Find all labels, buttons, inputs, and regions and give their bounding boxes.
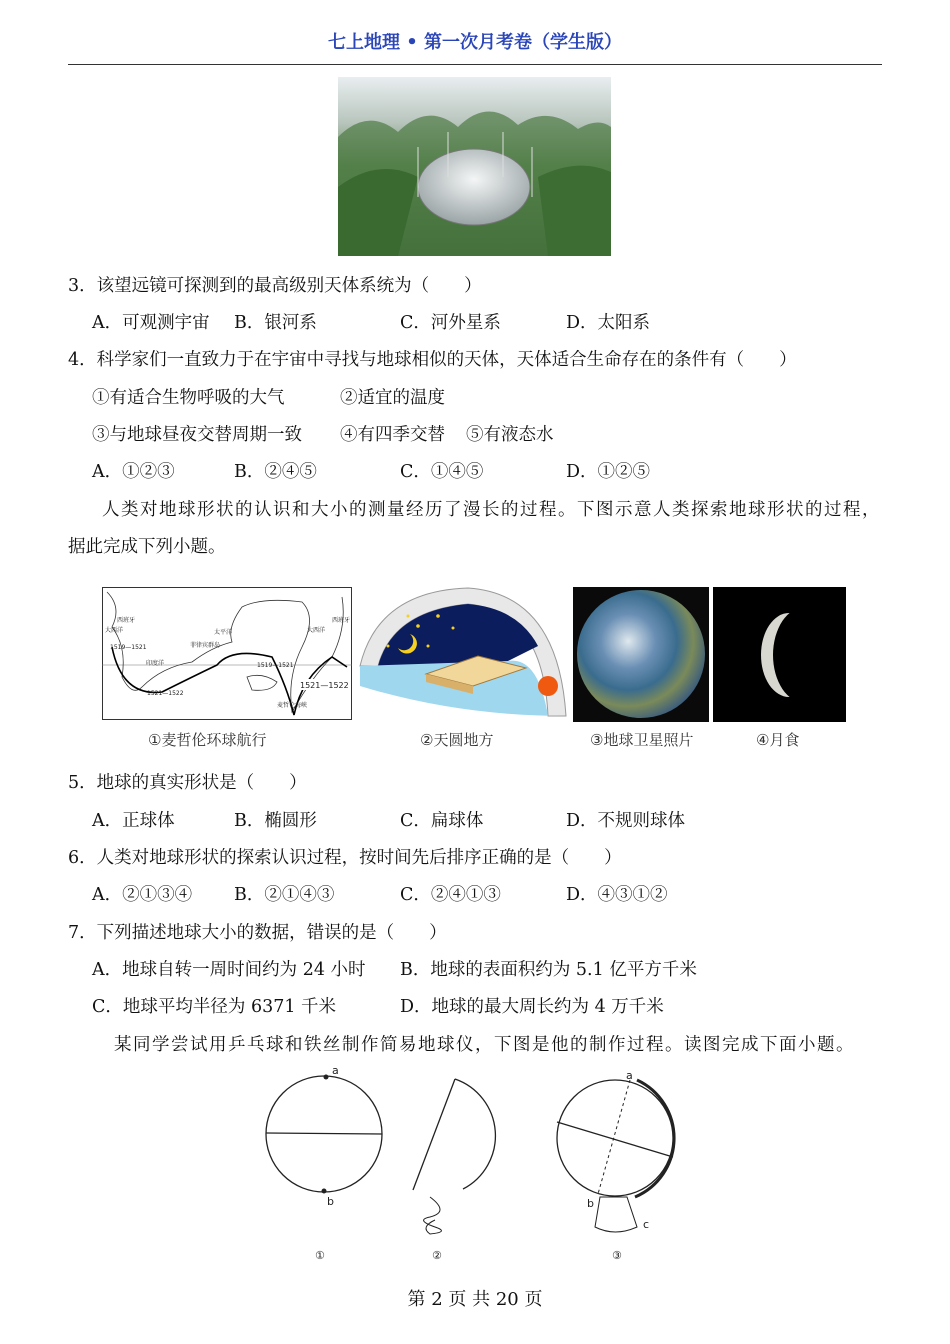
caption-magellan: ①麦哲伦环球航行 [148,731,267,749]
q4-option-c[interactable]: C．①④⑤ [400,462,484,482]
caption-round-sky: ②天圆地方 [420,731,494,749]
fig2-caption-2: ② [432,1249,442,1262]
map-year-1: 1519—1521 [110,644,147,651]
round-sky-square-earth-diagram [358,586,568,721]
q5-option-c[interactable]: C．扁球体 [400,811,484,831]
fig2-label-a3: a [626,1069,633,1082]
q5-option-b[interactable]: B．椭圆形 [234,811,317,831]
q6-option-a[interactable]: A．②①③④ [92,885,193,905]
map-label-philippines: 菲律宾群岛 [190,642,221,649]
q6-option-d[interactable]: D．④③①② [566,885,668,905]
map-label-spain-right: 西班牙 [332,617,351,624]
map-label-indian: 印度洋 [146,660,165,667]
lunar-eclipse-photo [713,587,846,722]
fig2-label-a1: a [332,1064,339,1077]
map-label-spain-left: 西班牙 [117,617,136,624]
q4-condition-4: ④有四季交替 [340,425,445,445]
question-4-stem: 4．科学家们一直致力于在宇宙中寻找与地球相似的天体，天体适合生命存在的条件有（ ） [68,350,797,370]
earth-satellite-photo [573,587,709,722]
q4-option-b[interactable]: B．②④⑤ [234,462,317,482]
fig2-label-c3: c [643,1218,650,1231]
fig2-caption-1: ① [315,1249,325,1262]
q5-option-d[interactable]: D．不规则球体 [566,811,686,831]
passage-2: 某同学尝试用乒乓球和铁丝制作简易地球仪，下图是他的制作过程。读图完成下面小题。 [114,1035,855,1055]
map-label-atlantic-e: 大西洋 [307,627,326,634]
question-3-stem: 3．该望远镜可探测到的最高级别天体系统为（ ） [68,276,482,296]
fast-telescope-photo [338,77,611,256]
q5-option-a[interactable]: A．正球体 [92,811,175,831]
fig2-caption-3: ③ [612,1249,622,1262]
q7-option-a[interactable]: A．地球自转一周时间约为 24 小时 [92,960,366,980]
map-label-atlantic-w: 大西洋 [105,627,124,634]
q4-condition-5: ⑤有液态水 [466,425,554,445]
header-divider [68,64,882,65]
globe-making-diagram [255,1062,695,1267]
magellan-voyage-map [102,587,352,720]
q3-option-b[interactable]: B．银河系 [234,313,317,333]
q4-condition-1: ①有适合生物呼吸的大气 [92,388,285,408]
map-year-4: 1521—1522 [300,681,349,690]
q6-option-c[interactable]: C．②④①③ [400,885,501,905]
q4-condition-2: ②适宜的温度 [340,388,445,408]
question-5-stem: 5．地球的真实形状是（ ） [68,773,307,793]
caption-eclipse: ④月食 [756,731,800,749]
page-header-title: 七上地理 • 第一次月考卷（学生版） [327,32,623,53]
caption-satellite: ③地球卫星照片 [590,731,694,749]
question-6-stem: 6．人类对地球形状的探索认识过程，按时间先后排序正确的是（ ） [68,848,622,868]
q4-option-a[interactable]: A．①②③ [92,462,175,482]
q4-condition-3: ③与地球昼夜交替周期一致 [92,425,302,445]
q3-option-d[interactable]: D．太阳系 [566,313,651,333]
passage-1-line-2: 据此完成下列小题。 [68,537,226,557]
map-label-pacific: 太平洋 [214,629,233,636]
q3-option-c[interactable]: C．河外星系 [400,313,501,333]
q6-option-b[interactable]: B．②①④③ [234,885,335,905]
map-label-strait: 麦哲伦海峡 [277,702,308,709]
map-year-2: 1519—1521 [257,662,294,669]
fig2-label-b1: b [327,1195,334,1208]
page-number-footer: 第 2 页 共 20 页 [407,1289,543,1310]
map-year-3: 1521—1522 [147,690,184,697]
fig2-label-b3: b [587,1197,594,1210]
q4-option-d[interactable]: D．①②⑤ [566,462,651,482]
question-7-stem: 7．下列描述地球大小的数据，错误的是（ ） [68,923,447,943]
q7-option-d[interactable]: D．地球的最大周长约为 4 万千米 [400,997,664,1017]
q7-option-c[interactable]: C．地球平均半径为 6371 千米 [92,997,337,1017]
q7-option-b[interactable]: B．地球的表面积约为 5.1 亿平方千米 [400,960,697,980]
passage-1-line-1: 人类对地球形状的认识和大小的测量经历了漫长的过程。下图示意人类探索地球形状的过程， [102,500,881,520]
q3-option-a[interactable]: A．可观测宇宙 [92,313,210,333]
